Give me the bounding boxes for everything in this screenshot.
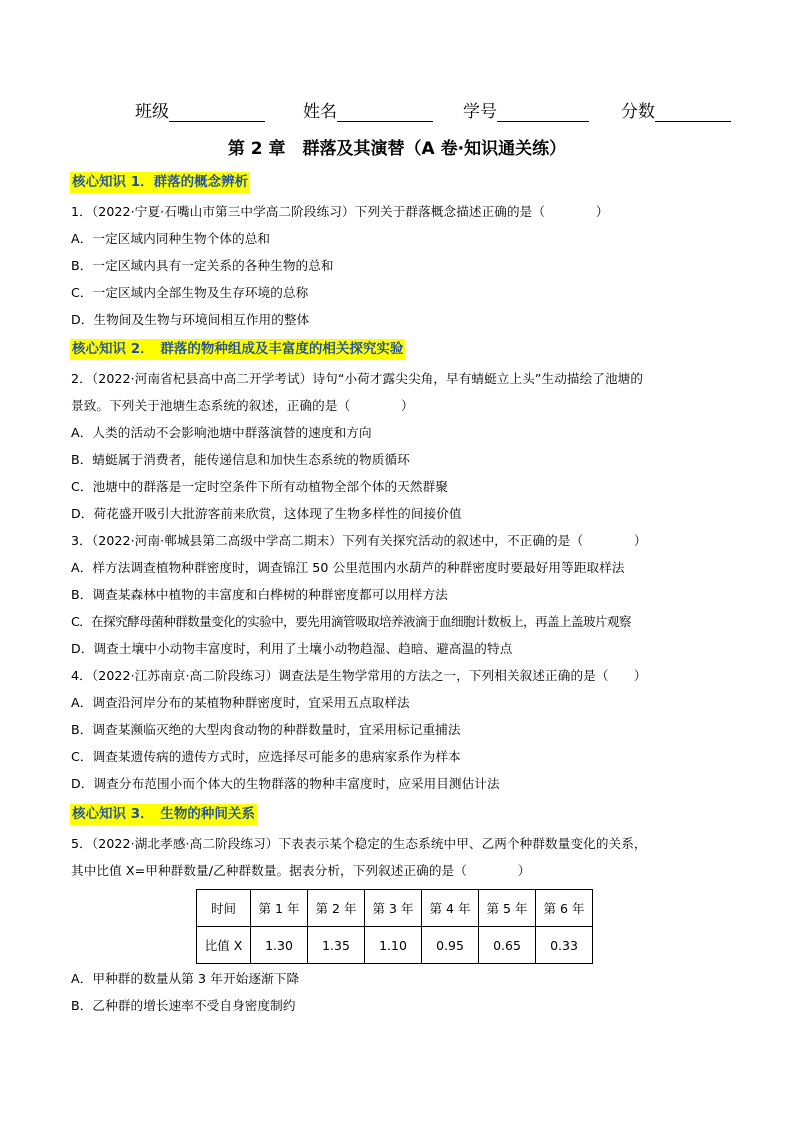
table-row: [197, 927, 593, 964]
q3-option-d: D．调查土壤中小动物丰富度时，利用了土壤小动物趋湿、趋暗、避高温的特点: [71, 641, 513, 656]
q1-stem: 1．（2022·宁夏·石嘴山市第三中学高二阶段练习）下列关于群落概念描述正确的是（ ）: [71, 204, 609, 219]
score-blank: [655, 103, 731, 122]
q3-option-c: C．在探究酵母菌种群数量变化的实验中，要先用滴管吸取培养液滴于血细胞计数板上，再盖上盖玻片观察: [71, 614, 631, 629]
q2-option-b: B．蜻蜓属于消费者，能传递信息和加快生态系统的物质循环: [71, 452, 410, 467]
q3-stem: 3．（2022·河南·郸城县第二高级中学高二期末）下列有关探究活动的叙述中，不正确的是（ ）: [71, 533, 647, 548]
score-label: 分数: [621, 102, 655, 122]
q5-data-table: [196, 889, 593, 964]
student-id-label: 学号: [463, 102, 497, 122]
q2-option-d: D．荷花盛开吸引大批游客前来欣赏，这体现了生物多样性的间接价值: [71, 506, 462, 521]
class-blank: [169, 103, 265, 122]
table-cell: 时间: [197, 890, 251, 927]
q2-option-c: C．池塘中的群落是一定时空条件下所有动植物全部个体的天然群聚: [71, 479, 449, 494]
score-field: [621, 97, 731, 122]
q4-option-b: B．调查某濒临灭绝的大型肉食动物的种群数量时，宜采用标记重捕法: [71, 722, 461, 737]
q3-option-a: A．样方法调查植物种群密度时，调查锦江 50 公里范围内水葫芦的种群密度时要最好用等距取样法: [71, 560, 625, 575]
table-cell: 比值 X: [197, 927, 251, 964]
q5-stem-line-1: 5．（2022·湖北孝感·高二阶段练习）下表表示某个稳定的生态系统中甲、乙两个种群数量变化的关系，: [71, 836, 647, 851]
table-cell: 0.33: [536, 927, 593, 964]
table-cell: 0.65: [479, 927, 536, 964]
q2-stem-line-2: 景致。下列关于池塘生态系统的叙述，正确的是（ ）: [71, 398, 414, 413]
table-cell: 1.10: [365, 927, 422, 964]
name-blank: [337, 103, 433, 122]
name-label: 姓名: [303, 102, 337, 122]
q4-option-d: D．调查分布范围小而个体大的生物群落的物种丰富度时，应采用目测估计法: [71, 776, 500, 791]
student-id-field: [463, 97, 589, 122]
student-id-blank: [497, 103, 589, 122]
table-cell: 第 1 年: [251, 890, 308, 927]
q1-option-c: C．一定区域内全部生物及生存环境的总称: [71, 285, 309, 300]
q5-stem-line-2: 其中比值 X=甲种群数量/乙种群数量。据表分析，下列叙述正确的是（ ）: [71, 863, 531, 878]
q4-option-c: C．调查某遗传病的遗传方式时，应选择尽可能多的患病家系作为样本: [71, 749, 461, 764]
q2-stem-line-1: 2．（2022·河南省杞县高中高二开学考试）诗句“小荷才露尖尖角，早有蜻蜓立上头”生动描绘了池塘的: [71, 371, 644, 386]
q3-option-b: B．调查某森林中植物的丰富度和白桦树的种群密度都可以用样方法: [71, 587, 448, 602]
q4-option-a: A．调查沿河岸分布的某植物种群密度时，宜采用五点取样法: [71, 695, 410, 710]
section-heading-2: 核心知识 2． 群落的物种组成及丰富度的相关探究实验: [70, 339, 405, 360]
table-cell: 1.35: [308, 927, 365, 964]
table-header-row: [197, 890, 593, 927]
section-heading-3: 核心知识 3． 生物的种间关系: [70, 804, 257, 825]
q2-option-a: A．人类的活动不会影响池塘中群落演替的速度和方向: [71, 425, 372, 440]
table-cell: 第 3 年: [365, 890, 422, 927]
table-cell: 0.95: [422, 927, 479, 964]
q1-option-a: A．一定区域内同种生物个体的总和: [71, 231, 271, 246]
class-field: [135, 97, 265, 122]
table-cell: 1.30: [251, 927, 308, 964]
table-cell: 第 4 年: [422, 890, 479, 927]
table-cell: 第 6 年: [536, 890, 593, 927]
q5-option-a: A．甲种群的数量从第 3 年开始逐渐下降: [71, 971, 300, 986]
table-cell: 第 5 年: [479, 890, 536, 927]
section-heading-1: 核心知识 1．群落的概念辨析: [70, 172, 250, 193]
q1-option-b: B．一定区域内具有一定关系的各种生物的总和: [71, 258, 334, 273]
q5-option-b: B．乙种群的增长速率不受自身密度制约: [71, 998, 296, 1013]
q1-option-d: D．生物间及生物与环境间相互作用的整体: [71, 312, 310, 327]
table-cell: 第 2 年: [308, 890, 365, 927]
name-field: [303, 97, 433, 122]
chapter-title: 第 2 章 群落及其演替（A 卷·知识通关练）: [227, 139, 567, 159]
class-label: 班级: [135, 102, 169, 122]
q4-stem: 4．（2022·江苏南京·高二阶段练习）调查法是生物学常用的方法之一，下列相关叙述正确的是（ ）: [71, 668, 647, 683]
student-info-row: [135, 97, 735, 123]
